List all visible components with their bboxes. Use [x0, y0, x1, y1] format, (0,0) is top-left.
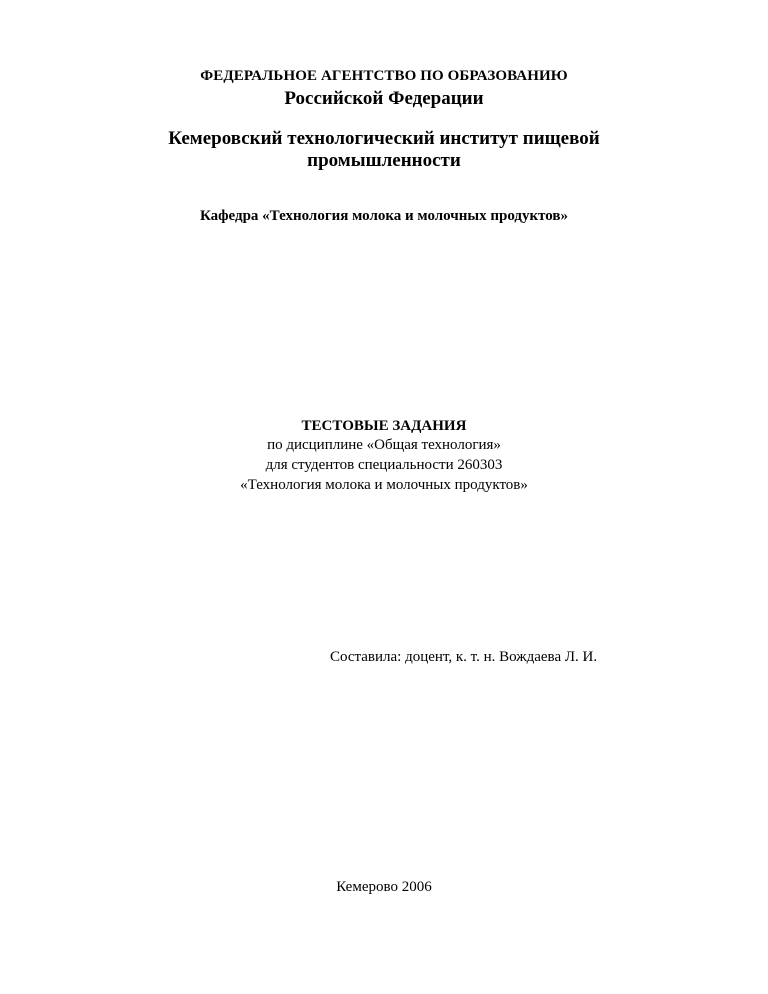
agency-heading: ФЕДЕРАЛЬНОЕ АГЕНТСТВО ПО ОБРАЗОВАНИЮ: [200, 68, 568, 84]
discipline-line: по дисциплине «Общая технология»: [267, 437, 501, 453]
specialty-line: для студентов специальности 260303: [265, 457, 503, 473]
federation-heading: Российской Федерации: [284, 88, 484, 109]
author-credit: Составила: доцент, к. т. н. Вождаева Л. И.: [330, 649, 598, 665]
specialty-name-line: «Технология молока и молочных продуктов»: [240, 477, 528, 493]
document-title: ТЕСТОВЫЕ ЗАДАНИЯ: [301, 418, 467, 434]
city-year: Кемерово 2006: [336, 879, 432, 895]
department-name: Кафедра «Технология молока и молочных продуктов»: [199, 208, 569, 224]
institute-name-line-2: промышленности: [307, 150, 461, 171]
institute-name-line-1: Кемеровский технологический институт пищевой: [168, 128, 600, 149]
